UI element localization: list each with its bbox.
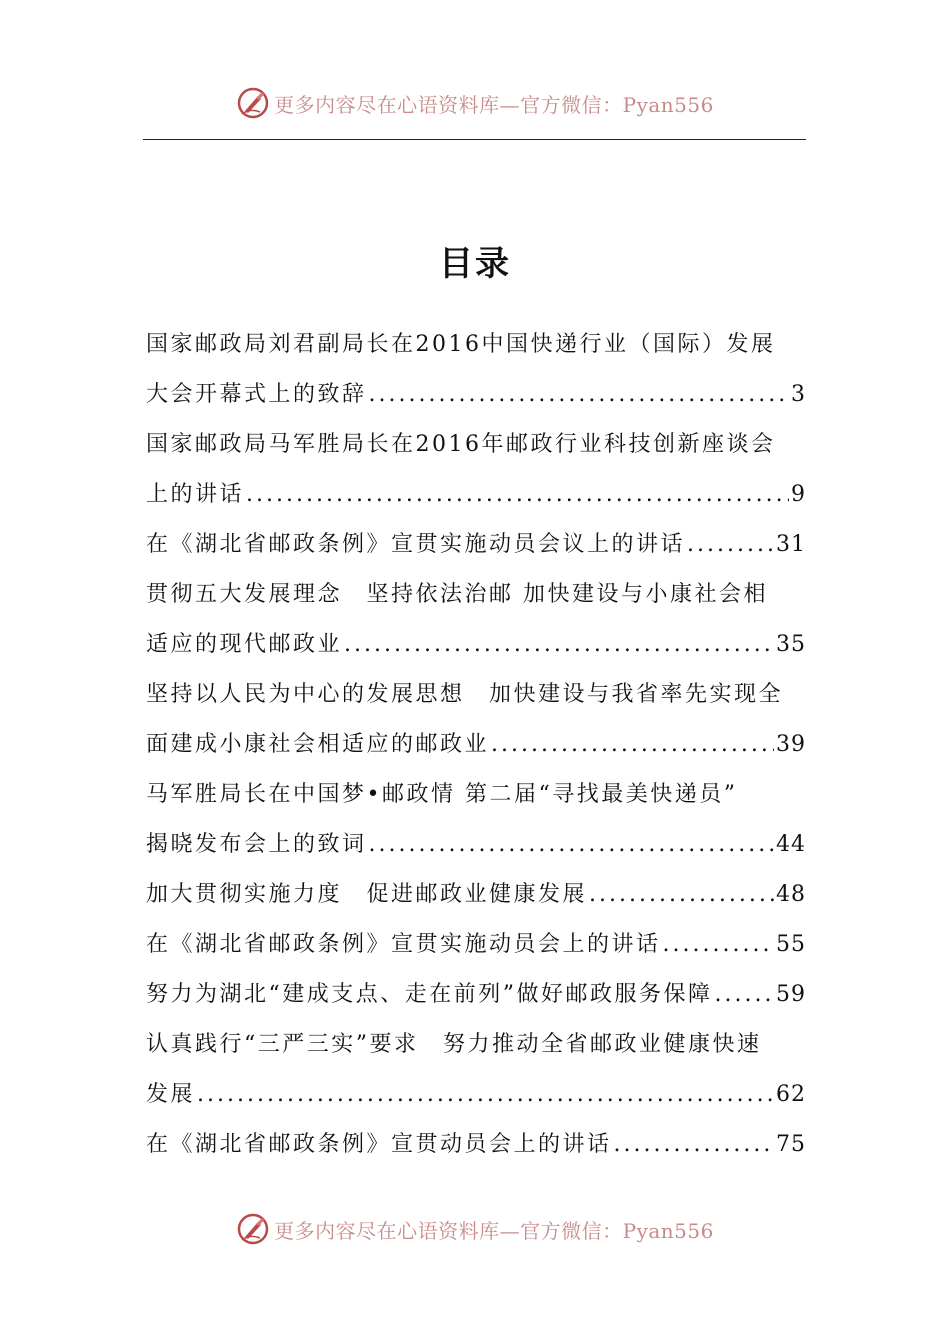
toc-leader-dots: [589, 870, 774, 920]
toc-entry-title: 发展: [146, 1082, 196, 1107]
toc-page-number: 55: [776, 932, 806, 957]
toc-entry[interactable]: [146, 720, 806, 770]
toc-leader-dots: [614, 1120, 774, 1170]
toc-entry-title: 大会开幕式上的致辞: [146, 382, 367, 407]
toc-page-number: 59: [776, 982, 806, 1007]
toc-page-number: 48: [776, 882, 806, 907]
toc-entry-title: 适应的现代邮政业: [146, 632, 343, 657]
toc-entry-line: 国家邮政局刘君副局长在2016中国快递行业（国际）发展: [146, 332, 776, 357]
toc-entry-title: 努力为湖北“建成支点、走在前列”做好邮政服务保障: [146, 982, 713, 1007]
toc-entry-title: 上的讲话: [146, 482, 245, 507]
toc-entry-title: 加大贯彻实施力度 促进邮政业健康发展: [146, 882, 588, 907]
header-watermark: [0, 86, 950, 120]
toc-entry-title: 在《湖北省邮政条例》宣贯实施动员会议上的讲话: [146, 532, 686, 557]
pen-logo-icon: [236, 86, 270, 120]
toc-page-number: 44: [776, 832, 806, 857]
toc-entry[interactable]: [146, 820, 806, 870]
toc-entry[interactable]: [146, 470, 806, 520]
table-of-contents: [146, 320, 806, 1170]
toc-entry-line: 马军胜局长在中国梦•邮政情 第二届“寻找最美快递员”: [146, 782, 738, 807]
toc-leader-dots: [369, 370, 789, 420]
toc-entry-title: 揭晓发布会上的致词: [146, 832, 367, 857]
toc-leader-dots: [663, 920, 774, 970]
toc-entry[interactable]: [146, 370, 806, 420]
toc-entry[interactable]: [146, 520, 806, 570]
toc-entry-line: 认真践行“三严三实”要求 努力推动全省邮政业健康快速: [146, 1032, 762, 1057]
toc-page-number: 3: [791, 382, 806, 407]
toc-leader-dots: [344, 620, 774, 670]
toc-leader-dots: [246, 470, 789, 520]
toc-page-number: 31: [776, 532, 806, 557]
toc-entry[interactable]: [146, 870, 806, 920]
toc-leader-dots: [491, 720, 774, 770]
toc-entry[interactable]: [146, 920, 806, 970]
toc-page-number: 75: [776, 1132, 806, 1157]
toc-entry[interactable]: [146, 620, 806, 670]
toc-entry-line: 国家邮政局马军胜局长在2016年邮政行业科技创新座谈会: [146, 432, 776, 457]
toc-leader-dots: [369, 820, 774, 870]
toc-entry-title: 在《湖北省邮政条例》宣贯实施动员会上的讲话: [146, 932, 661, 957]
toc-page-number: 9: [791, 482, 806, 507]
toc-leader-dots: [687, 520, 774, 570]
header-divider: [143, 139, 806, 140]
footer-watermark-text: 更多内容尽在心语资料库—官方微信：Pyan556: [274, 1218, 714, 1243]
toc-leader-dots: [715, 970, 775, 1020]
toc-entry-title: 面建成小康社会相适应的邮政业: [146, 732, 490, 757]
page-title: 目录: [439, 244, 511, 284]
toc-page-number: 39: [776, 732, 806, 757]
footer-watermark: [0, 1212, 950, 1246]
toc-entry-title: 在《湖北省邮政条例》宣贯动员会上的讲话: [146, 1132, 612, 1157]
pen-logo-icon: [236, 1212, 270, 1246]
toc-leader-dots: [197, 1070, 774, 1120]
toc-entry[interactable]: [146, 970, 806, 1020]
toc-page-number: 62: [776, 1082, 806, 1107]
toc-entry[interactable]: [146, 1070, 806, 1120]
toc-entry-line: 贯彻五大发展理念 坚持依法治邮 加快建设与小康社会相: [146, 582, 768, 607]
toc-page-number: 35: [776, 632, 806, 657]
toc-entry-line: 坚持以人民为中心的发展思想 加快建设与我省率先实现全: [146, 682, 784, 707]
header-watermark-text: 更多内容尽在心语资料库—官方微信：Pyan556: [274, 92, 714, 117]
toc-entry[interactable]: [146, 1120, 806, 1170]
